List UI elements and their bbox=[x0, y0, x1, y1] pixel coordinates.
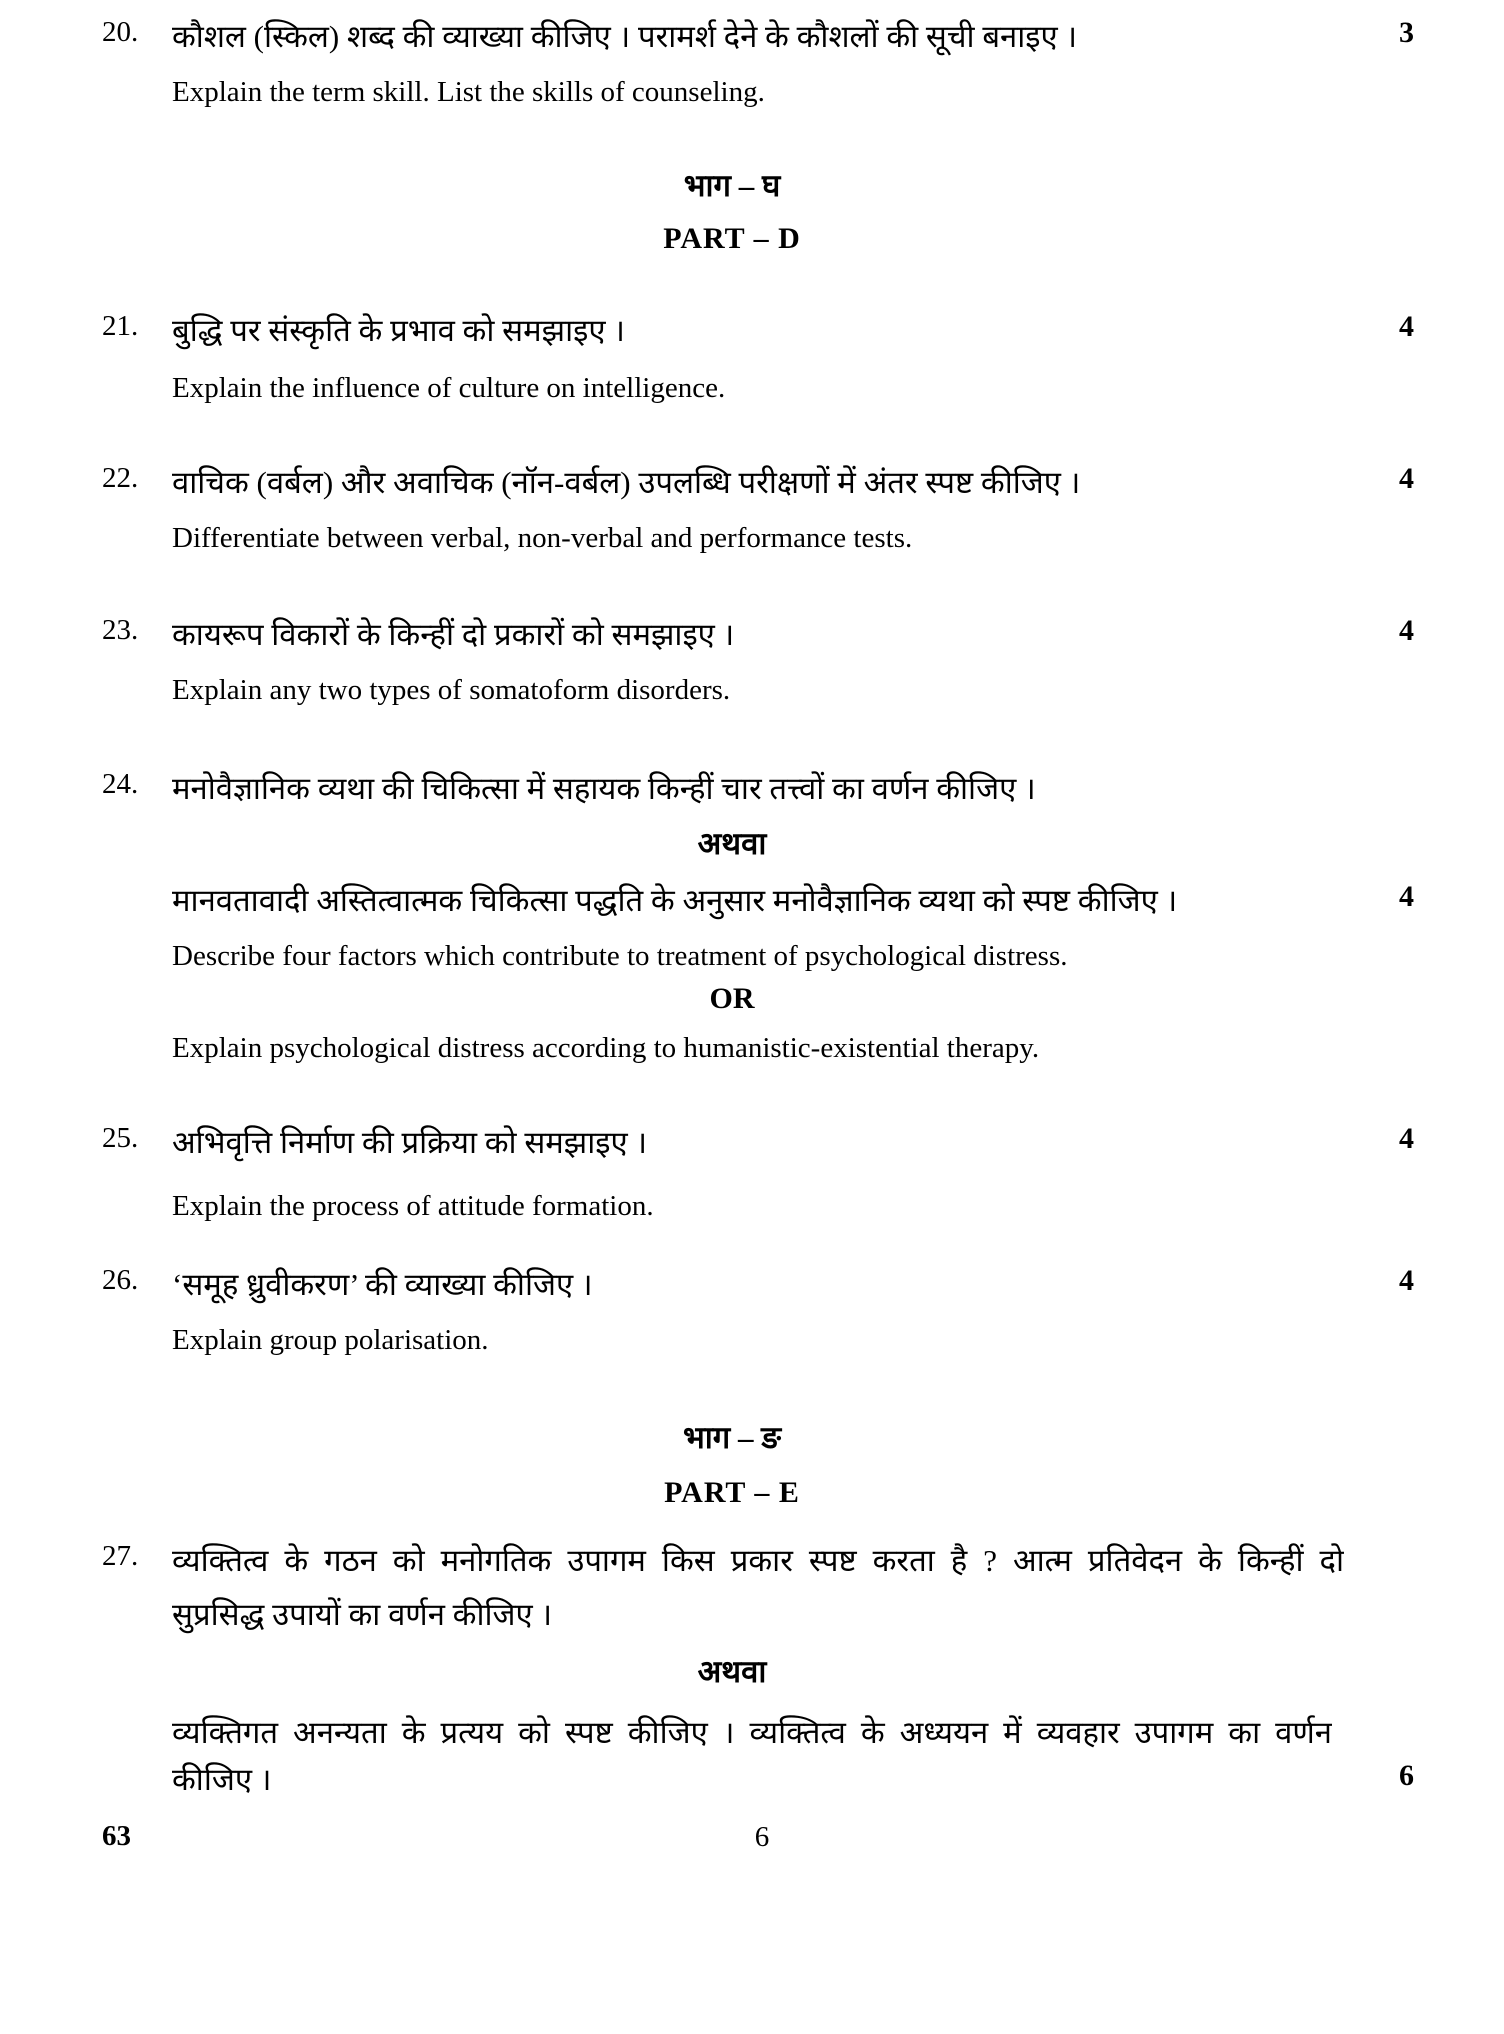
question-24-hindi-first-text: मनोवैज्ञानिक व्यथा की चिकित्सा में सहायक किन्हीं चार तत्त्वों का वर्णन कीजिए । bbox=[172, 771, 1036, 806]
section-part-e-heading-hindi: भाग – ङ bbox=[682, 1420, 782, 1455]
section-part-d-heading-english: PART – D bbox=[663, 222, 801, 255]
question-25-number: 25. bbox=[102, 1122, 139, 1154]
question-21-english-text: Explain the influence of culture on intelligence. bbox=[172, 372, 726, 404]
question-27-marks: 6 bbox=[1399, 1759, 1414, 1792]
question-24-number: 24. bbox=[102, 768, 139, 800]
section-part-e-heading-english: PART – E bbox=[664, 1476, 800, 1509]
question-20-marks: 3 bbox=[1399, 16, 1414, 49]
question-20-english-row bbox=[102, 72, 1414, 112]
question-23-marks: 4 bbox=[1399, 614, 1414, 647]
question-22-english-row bbox=[102, 518, 1414, 558]
question-24-english-first-row bbox=[102, 936, 1414, 976]
question-20-hindi-row bbox=[102, 14, 1414, 60]
section-part-d-heading-hindi: भाग – घ bbox=[683, 168, 781, 203]
question-25-english-text: Explain the process of attitude formation. bbox=[172, 1190, 654, 1222]
question-23-hindi-row bbox=[102, 612, 1414, 658]
question-25-hindi-row bbox=[102, 1120, 1414, 1166]
question-20-hindi-text: कौशल (स्किल) शब्द की व्याख्या कीजिए । परामर्श देने के कौशलों की सूची बनाइए । bbox=[172, 19, 1078, 54]
question-21-number: 21. bbox=[102, 310, 139, 342]
question-27-number: 27. bbox=[102, 1540, 139, 1572]
question-24-hindi-alternative-text: मानवतावादी अस्तित्वात्मक चिकित्सा पद्धति के अनुसार मनोवैज्ञानिक व्यथा को स्पष्ट कीजिए । bbox=[172, 883, 1178, 918]
question-24-english-alternative-row bbox=[102, 1028, 1414, 1068]
question-21-english-row bbox=[102, 368, 1414, 408]
question-26-hindi-text: ‘समूह ध्रुवीकरण’ की व्याख्या कीजिए । bbox=[172, 1267, 593, 1302]
question-22-hindi-text: वाचिक (वर्बल) और अवाचिक (नॉन-वर्बल) उपलब्धि परीक्षणों में अंतर स्पष्ट कीजिए । bbox=[172, 465, 1081, 500]
question-27-hindi-first-line2-row bbox=[102, 1592, 1414, 1638]
question-25-marks: 4 bbox=[1399, 1122, 1414, 1155]
question-24-hindi-alternative-row bbox=[102, 878, 1414, 924]
question-22-number: 22. bbox=[102, 462, 139, 494]
question-24-hindi-first-row bbox=[102, 766, 1414, 812]
question-24-or-separator-hindi: अथवा bbox=[697, 826, 767, 861]
question-25-english-row bbox=[102, 1186, 1414, 1226]
question-22-hindi-row bbox=[102, 460, 1414, 506]
question-26-english-text: Explain group polarisation. bbox=[172, 1324, 489, 1356]
question-26-hindi-row bbox=[102, 1262, 1414, 1308]
question-21-marks: 4 bbox=[1399, 310, 1414, 343]
question-22-english-text: Differentiate between verbal, non-verbal and performance tests. bbox=[172, 522, 913, 554]
question-27-hindi-alt-line1-row bbox=[102, 1710, 1414, 1760]
question-23-english-text: Explain any two types of somatoform disorders. bbox=[172, 674, 731, 706]
question-26-number: 26. bbox=[102, 1264, 139, 1296]
question-26-english-row bbox=[102, 1320, 1414, 1360]
question-20-number: 20. bbox=[102, 16, 139, 48]
question-24-or-separator-english: OR bbox=[709, 982, 755, 1015]
question-27-hindi-first-line1: व्यक्तित्व के गठन को मनोगतिक उपागम किस प्रकार स्पष्ट करता है ? आत्म प्रतिवेदन के किन्हीं दो bbox=[172, 1543, 1344, 1578]
question-23-hindi-text: कायरूप विकारों के किन्हीं दो प्रकारों को समझाइए । bbox=[172, 617, 735, 652]
question-24-english-first-text: Describe four factors which contribute to treatment of psychological distress. bbox=[172, 940, 1068, 972]
question-21-hindi-row bbox=[102, 308, 1414, 354]
question-24-marks: 4 bbox=[1399, 880, 1414, 913]
question-27-hindi-alt-line2-row bbox=[102, 1757, 1414, 1803]
question-25-hindi-text: अभिवृत्ति निर्माण की प्रक्रिया को समझाइए । bbox=[172, 1125, 648, 1160]
question-27-hindi-alt-line2: कीजिए । bbox=[172, 1762, 272, 1797]
question-27-hindi-alt-line1: व्यक्तिगत अनन्यता के प्रत्यय को स्पष्ट कीजिए । व्यक्तित्व के अध्ययन में व्यवहार उपागम का वर्णन bbox=[172, 1715, 1332, 1750]
question-22-marks: 4 bbox=[1399, 462, 1414, 495]
question-23-english-row bbox=[102, 670, 1414, 710]
question-24-english-alternative-text: Explain psychological distress according to humanistic-existential therapy. bbox=[172, 1032, 1040, 1064]
question-27-or-separator-hindi: अथवा bbox=[697, 1654, 767, 1689]
footer-page-number: 6 bbox=[754, 1821, 770, 1853]
question-23-number: 23. bbox=[102, 614, 139, 646]
question-20-english-text: Explain the term skill. List the skills of counseling. bbox=[172, 76, 765, 108]
question-26-marks: 4 bbox=[1399, 1264, 1414, 1297]
question-27-hindi-first-line1-row bbox=[102, 1538, 1414, 1588]
question-21-hindi-text: बुद्धि पर संस्कृति के प्रभाव को समझाइए । bbox=[172, 313, 625, 348]
question-27-hindi-first-line2: सुप्रसिद्ध उपायों का वर्णन कीजिए । bbox=[172, 1597, 553, 1632]
footer-paper-code: 63 bbox=[102, 1820, 131, 1852]
